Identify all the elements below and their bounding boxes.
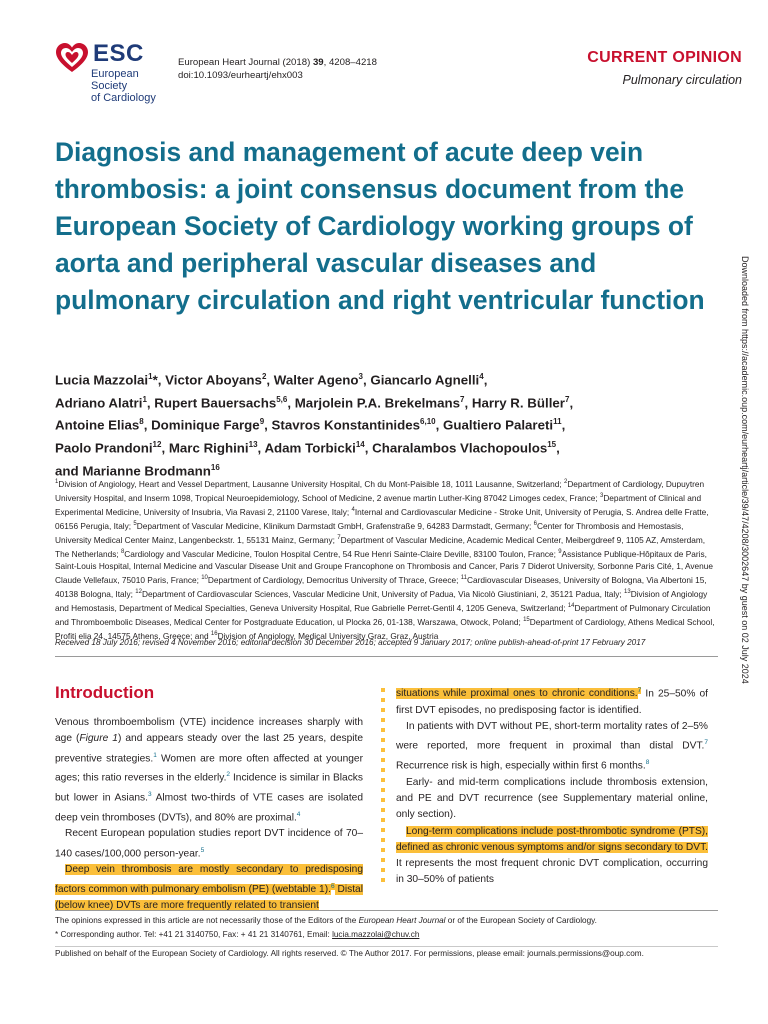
author-affiliation-ref: 3	[358, 372, 363, 381]
affiliation-number: 6	[533, 520, 537, 527]
esc-logo	[55, 40, 175, 104]
author-name: Gualtiero Palareti	[443, 417, 554, 433]
text-run: Almost two-thirds of VTE cases are isolated deep vein thromboses (DVTs), and 80% are proximal.	[55, 792, 363, 824]
paragraph	[396, 775, 708, 824]
affiliation-number: 5	[133, 520, 137, 527]
journal-pages: , 4208–4218	[323, 57, 377, 68]
reference-marker[interactable]: 2	[226, 771, 231, 779]
text-run: Incidence is similar in Blacks but lower in Asians.	[55, 772, 363, 804]
author-affiliation-ref: 12	[152, 439, 162, 449]
text-run: It represents the most frequent chronic DVT complication, occurring in 30–50% of patients	[396, 858, 708, 886]
reference-marker[interactable]: 1	[153, 751, 157, 759]
affiliation-number: 14	[567, 602, 575, 609]
affiliation-number: 11	[460, 575, 467, 582]
text-run: In 25–50% of first DVT episodes, no predisposing factor is identified.	[396, 688, 708, 716]
affiliation-number: 4	[351, 506, 355, 513]
text-run: situations while proximal ones to chronic conditions.	[396, 688, 638, 700]
affiliation-number: 15	[523, 616, 530, 623]
journal-name: European Heart Journal (2018)	[178, 57, 311, 68]
affiliation-text: Department of Vascular Medicine, Academic Medical Center, Meibergdreef 9, 1105 AZ, Amsterdam, The Netherlands;	[55, 534, 706, 559]
affiliation-text: Department of Vascular Medicine, Klinikum Darmstadt GmbH, Grafenstraße 9, 64283 Darmstadt, Germany;	[136, 520, 534, 531]
section-heading-introduction: Introduction	[55, 683, 155, 702]
logo-subtitle: European Society of Cardiology	[91, 68, 156, 104]
paragraph	[55, 862, 363, 914]
journal-doi: doi:10.1093/eurheartj/ehx003	[178, 70, 303, 81]
text-run: Recent European population studies report DVT incidence of 70–140 cases/100,000 person-year.	[55, 828, 363, 860]
figure-reference[interactable]: Figure 1	[79, 733, 118, 745]
author-affiliation-ref: 1	[148, 372, 153, 381]
author-name: Victor Aboyans	[165, 372, 262, 388]
disclaimer: The opinions expressed in this article are not necessarily those of the Editors of the European Heart Journal or of the European Society of Cardiology.	[55, 916, 597, 925]
body-column-left	[55, 715, 363, 915]
reference-marker[interactable]: 8	[645, 758, 650, 766]
affiliation-text: Department of Cardiovascular Sciences, Vascular Medicine Unit, University of Padua, Via Nicolò Giustiniani, 2, 35121 Padua, Italy;	[141, 588, 625, 599]
author-affiliation-ref: 6,10	[420, 417, 436, 427]
affiliation-text: Assistance Publique-Hôpitaux de Paris, Saint-Louis Hospital, Internal Medicine and Vascular Disease Unit and Groupe Francophone on Thrombosis and Cancer, Paris 7 Diderot University, Sorbonne Paris Cité, 1, Avenue Claude Vellefaux, 75010 Paris, France;	[55, 548, 713, 585]
affiliation-text: Center for Thrombosis and Hemostasis, University Medical Center Mainz, Langenbeckstr. 1, 55131 Mainz, Germany;	[55, 520, 684, 545]
text-run: Recurrence risk is high, especially within first 6 months.	[396, 760, 646, 772]
journal-volume: 39	[312, 57, 324, 68]
download-stamp: Downloaded from https://academic.oup.com/eurheartj/article/39/47/4208/3002647 by guest on 02 July 2024	[740, 256, 750, 684]
divider	[55, 656, 718, 657]
author-affiliation-ref: 7	[460, 394, 465, 404]
affiliation-text: Division of Angiology, Medical University Graz, Graz, Austria	[217, 630, 439, 641]
category-label: CURRENT OPINION	[587, 49, 742, 66]
reference-marker[interactable]: 5	[200, 846, 205, 854]
affiliation-number: 10	[201, 575, 208, 582]
affiliation-text: Department of Pulmonary Circulation and Thromboembolic Diseases, Medical Center for Postgraduate Education, ul Plocka 26, 01-138, Warszawa, Otwock, Poland;	[55, 602, 711, 627]
affiliation-text: Department of Cardiology, Athens Medical School, Profiti elia 24, 14575 Athens, Greece; and	[55, 616, 715, 641]
text-run: Deep vein thrombosis are mostly secondary to predisposing factors common with pulmonary embolism (PE) (webtable 1).	[55, 864, 363, 896]
affiliation-number: 7	[337, 534, 341, 541]
article-category	[587, 49, 742, 87]
publisher-note: Published on behalf of the European Society of Cardiology. All rights reserved. © The Author 2017. For permissions, please email: journals.permissions@oup.com.	[55, 949, 644, 958]
author-name: Adam Torbicki	[264, 440, 356, 456]
body-column-right	[396, 683, 708, 889]
journal-citation	[178, 56, 377, 82]
reference-marker[interactable]: 7	[637, 687, 642, 694]
author-name: Stavros Konstantinides	[271, 417, 421, 433]
author-name: and Marianne Brodmann	[55, 462, 211, 478]
author-name: Lucia Mazzolai	[55, 372, 149, 388]
author-name: Charalambos Vlachopoulos	[372, 440, 548, 456]
reference-marker[interactable]: 7	[704, 739, 708, 747]
author-affiliation-ref: 16	[210, 462, 220, 472]
author-affiliation-ref: 2	[261, 372, 267, 381]
affiliation-text: Cardiology and Vascular Medicine, Toulon Hospital Centre, 54 Rue Henri Sainte-Claire Deville, 83100 Toulon, France;	[124, 548, 559, 559]
footer-divider	[55, 910, 718, 911]
author-affiliation-ref: 11	[553, 417, 562, 427]
author-affiliation-ref: 15	[547, 439, 557, 449]
affiliation-number: 1	[55, 479, 59, 485]
affiliation-text: Department of Cardiology, Dupuytren University Hospital, and Inserm 1098, Tropical Neuroepidemiology, School of Medicine, 2 avenue martin Luther-King 87042 Limoges cedex, France;	[55, 478, 705, 503]
text-run: Distal (below knee) DVTs are more frequently related to transient	[55, 884, 363, 912]
author-affiliation-ref: 4	[479, 372, 484, 381]
author-affiliation-ref: 14	[355, 439, 365, 449]
author-affiliation-ref: 5,6	[276, 394, 288, 404]
subcategory-label: Pulmonary circulation	[622, 73, 742, 87]
affiliation-number: 16	[210, 630, 218, 637]
email-link[interactable]: lucia.mazzolai@chuv.ch	[332, 930, 420, 939]
affiliation-number: 13	[624, 588, 631, 595]
reference-marker[interactable]: 3	[147, 790, 152, 798]
author-name: Adriano Alatri	[55, 395, 143, 411]
paragraph	[396, 824, 708, 889]
reference-marker[interactable]: 6	[330, 882, 335, 890]
author-name: Harry R. Büller	[471, 395, 565, 411]
affiliation-text: Division of Angiology and Hemostasis, Department of Medical Specialties, Geneva University Hospital, Rue Gabrielle Perret-Gentil 4, 1205 Geneva, Switzerland;	[55, 588, 708, 613]
corresponding-author: * Corresponding author. Tel: +41 21 3140750, Fax: + 41 21 3140761, Email: lucia.mazzolai@chuv.ch	[55, 930, 420, 939]
text-run: Long-term complications include post-thrombotic syndrome (PTS), defined as chronic venous symptoms and/or signs secondary to DVT.	[396, 825, 709, 853]
affiliation-number: 8	[120, 548, 125, 555]
author-affiliation-ref: 1	[142, 394, 147, 404]
affiliation-text: Department of Cardiology, Democritus University of Thrace, Greece;	[207, 574, 461, 585]
author-name: Antoine Elias	[55, 417, 140, 433]
affiliation-text: Cardiovascular Diseases, University of Bologna, Via Albertoni 15, 40138 Bologna, Italy;	[55, 574, 707, 599]
article-title: Diagnosis and management of acute deep vein thrombosis: a joint consensus document from the European Society of Cardiology working groups of aorta and peripheral vascular diseases and pulmonary circulation and right ventricular function	[55, 137, 705, 315]
author-name: Walter Ageno	[273, 372, 359, 388]
text-run: ) and appears steady over the last 25 years, despite preventive strategies.	[55, 733, 364, 764]
paragraph	[396, 683, 708, 719]
paragraph	[396, 719, 708, 775]
affiliation-number: 9	[558, 548, 562, 555]
paragraph	[55, 826, 363, 862]
author-affiliation-ref: 8	[139, 417, 144, 427]
author-affiliation-ref: 9	[259, 417, 265, 427]
author-name: Dominique Farge	[151, 417, 260, 433]
text-run: Early- and mid-term complications include thrombosis extension, and PE and DVT recurrence (see Supplementary material online, only section).	[396, 776, 708, 821]
text-run: Women are more often affected at younger ages; this ratio reverses in the elderly.	[55, 752, 363, 784]
heart-icon	[55, 42, 89, 74]
affiliations	[55, 476, 718, 642]
author-name: Marjolein P.A. Brekelmans	[294, 395, 461, 411]
author-list: Lucia Mazzolai$^1$*, Victor Aboyans$^2$, Walter Ageno$^3$, Giancarlo Agnelli$^4$, Adriano Alatri$^1$, Rupert Bauersachs$^{5,6}$, Marjolein P.A. Brekelmans$^7$, Harry R. Büller$^7$, Antoine Elias$^8$, Dominique Farge$^9$, Stavros Konstantinides$^{6,10}$, Gualtiero Palareti$^{11}$, Paolo Prandoni$^{12}$, Marc Righini$^{13}$, Adam Torbicki$^{14}$, Charalambos Vlachopoulos$^{15}$, and Marianne Brodmann$^{16}$	[55, 372, 574, 478]
received-dates: Received 18 July 2016; revised 4 November 2016; editorial decision 30 December 2016; accepted 9 January 2017; online publish-ahead-of-print 17 February 2017	[55, 638, 646, 647]
text-run: Venous thromboembolism (VTE) incidence increases sharply with age (	[55, 717, 363, 745]
affiliation-number: 12	[135, 588, 142, 595]
affiliation-text: Department of Clinical and Experimental Medicine, University of Insubria, Via Ravasi 2, 21100 Varese, Italy;	[55, 492, 702, 517]
logo-text: ESC	[93, 40, 144, 67]
reference-marker[interactable]: 4	[296, 810, 301, 818]
author-name: Giancarlo Agnelli	[370, 372, 480, 388]
affiliation-number: 2	[563, 479, 568, 485]
text-run: In patients with DVT without PE, short-term mortality rates of 2–5% were reported, more frequent in proximal than distal DVT.	[396, 720, 708, 752]
affiliation-text: Internal and Cardiovascular Medicine - Stroke Unit, University of Perugia, S. Andrea delle Fratte, 06156 Perugia, Italy;	[55, 506, 709, 531]
author-name: Paolo Prandoni	[55, 440, 153, 456]
footer-divider-2	[55, 946, 718, 947]
paragraph	[55, 715, 363, 826]
affiliation-text: Division of Angiology, Heart and Vessel Department, Lausanne University Hospital, Ch du Mont-Paisible 18, 1011 Lausanne, Switzerland;	[58, 478, 564, 489]
annotation-margin-marker	[381, 688, 385, 884]
author-name: Marc Righini	[168, 440, 249, 456]
author-name: Rupert Bauersachs	[154, 395, 277, 411]
author-affiliation-ref: 13	[248, 439, 258, 449]
affiliation-number: 3	[599, 492, 604, 499]
author-affiliation-ref: 7	[565, 394, 570, 404]
